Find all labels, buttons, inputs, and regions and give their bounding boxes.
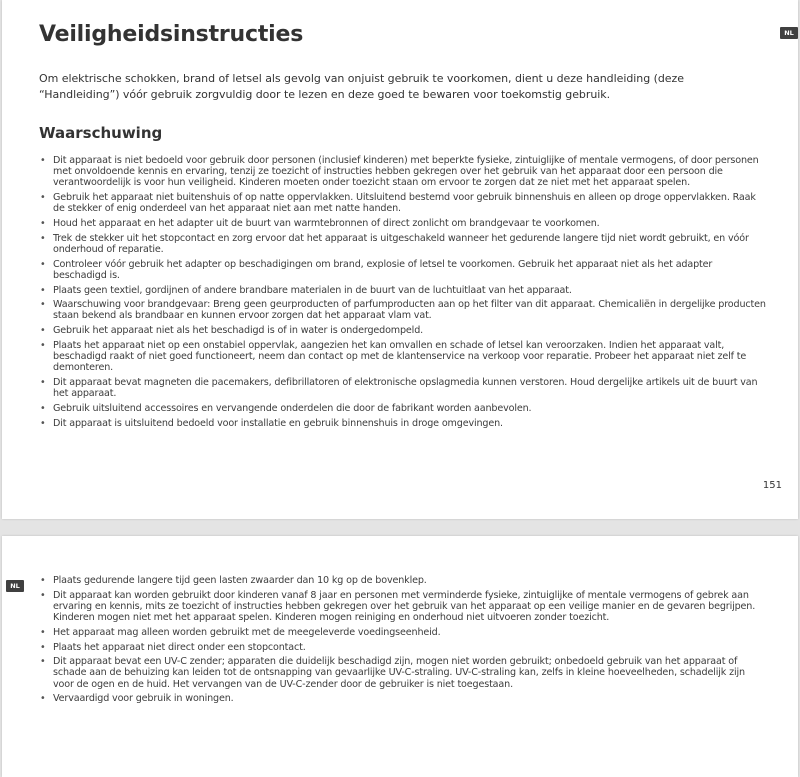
- language-badge: NL: [780, 27, 798, 39]
- manual-page-next: [2, 536, 798, 777]
- list-item: • Dit apparaat is uitsluitend bedoeld voor installatie en gebruik binnenshuis in droge omgevingen.: [39, 418, 766, 429]
- warning-heading: Waarschuwing: [39, 124, 163, 142]
- list-item: • Plaats geen textiel, gordijnen of andere brandbare materialen in de buurt van de luchtuitlaat van het apparaat.: [39, 285, 766, 296]
- list-item: • Gebruik het apparaat niet als het beschadigd is of in water is ondergedompeld.: [39, 325, 766, 336]
- list-item: • Waarschuwing voor brandgevaar: Breng geen geurproducten of parfumproducten aan op het filter van dit apparaat. Chemicaliën in dergelijke producten staan bekend als brandbaar en kunnen ervoor zorgen dat het apparaat vlam vat.: [39, 299, 766, 321]
- list-item: • Dit apparaat bevat magneten die pacemakers, defibrillatoren of elektronische opslagmedia kunnen verstoren. Houd dergelijke artikels uit de buurt van het apparaat.: [39, 377, 766, 399]
- list-item: • Trek de stekker uit het stopcontact en zorg ervoor dat het apparaat is uitgeschakeld wanneer het gedurende langere tijd niet wordt gebruikt, en vóór onderhoud of reparatie.: [39, 233, 766, 255]
- language-badge: NL: [6, 580, 24, 592]
- list-item: • Plaats gedurende langere tijd geen lasten zwaarder dan 10 kg op de bovenklep.: [39, 575, 766, 586]
- list-item: • Dit apparaat is niet bedoeld voor gebruik door personen (inclusief kinderen) met beperkte fysieke, zintuiglijke of mentale vermogens, of door personen met onvoldoende kennis en ervaring, tenzij ze toezicht of instructies hebben gekregen over het gebruik van het apparaat door een persoon die verantwoordelijk is voor hun veiligheid. Kinderen moeten onder toezicht staan om ervoor te zorgen dat ze niet met het apparaat spelen.: [39, 155, 766, 189]
- list-item: • Controleer vóór gebruik het adapter op beschadigingen om brand, explosie of letsel te voorkomen. Gebruik het apparaat niet als het adapter beschadigd is.: [39, 259, 766, 281]
- page-title: Veiligheidsinstructies: [39, 22, 304, 47]
- list-item: • Gebruik uitsluitend accessoires en vervangende onderdelen die door de fabrikant worden aanbevolen.: [39, 403, 766, 414]
- list-item: • Dit apparaat kan worden gebruikt door kinderen vanaf 8 jaar en personen met verminderde fysieke, zintuiglijke of mentale vermogens of gebrek aan ervaring en kennis, mits ze toezicht of instructies hebben gekregen over het gebruik van het apparaat op een veilige manier en de gevaren begrijpen. Kinderen mogen niet met het apparaat spelen. Kinderen mogen reiniging en onderhoud niet uitvoeren zonder toezicht.: [39, 590, 766, 624]
- list-item: • Het apparaat mag alleen worden gebruikt met de meegeleverde voedingseenheid.: [39, 627, 766, 638]
- manual-page-151: [2, 0, 798, 519]
- list-item: • Gebruik het apparaat niet buitenshuis of op natte oppervlakken. Uitsluitend bestemd voor gebruik binnenshuis en alleen op droge oppervlakken. Raak de stekker of enig onderdeel van het apparaat niet aan met natte handen.: [39, 192, 766, 214]
- intro-paragraph: Om elektrische schokken, brand of letsel als gevolg van onjuist gebruik te voorkomen, dient u deze handleiding (deze “Handleiding”) vóór gebruik zorgvuldig door te lezen en deze goed te bewaren voor toekomstig gebruik.: [39, 72, 684, 101]
- list-item: • Vervaardigd voor gebruik in woningen.: [39, 693, 766, 704]
- warning-list: [39, 155, 766, 432]
- page-number: 151: [762, 480, 782, 491]
- warning-list-continued: [39, 575, 766, 708]
- list-item: • Houd het apparaat en het adapter uit de buurt van warmtebronnen of direct zonlicht om brandgevaar te voorkomen.: [39, 218, 766, 229]
- list-item: • Dit apparaat bevat een UV-C zender; apparaten die duidelijk beschadigd zijn, mogen niet worden gebruikt; onbedoeld gebruik van het apparaat of schade aan de behuizing kan leiden tot de ontsnapping van gevaarlijke UV-C-straling. UV-C-straling kan, zelfs in kleine hoeveelheden, schadelijk zijn voor de ogen en de huid. Het vervangen van de UV-C-zender door de gebruiker is niet toegestaan.: [39, 656, 766, 690]
- list-item: • Plaats het apparaat niet op een onstabiel oppervlak, aangezien het kan omvallen en schade of letsel kan veroorzaken. Indien het apparaat valt, beschadigd raakt of niet goed functioneert, neem dan contact op met de klantenservice na verkoop voor reparatie. Probeer het apparaat niet zelf te demonteren.: [39, 340, 766, 374]
- list-item: • Plaats het apparaat niet direct onder een stopcontact.: [39, 642, 766, 653]
